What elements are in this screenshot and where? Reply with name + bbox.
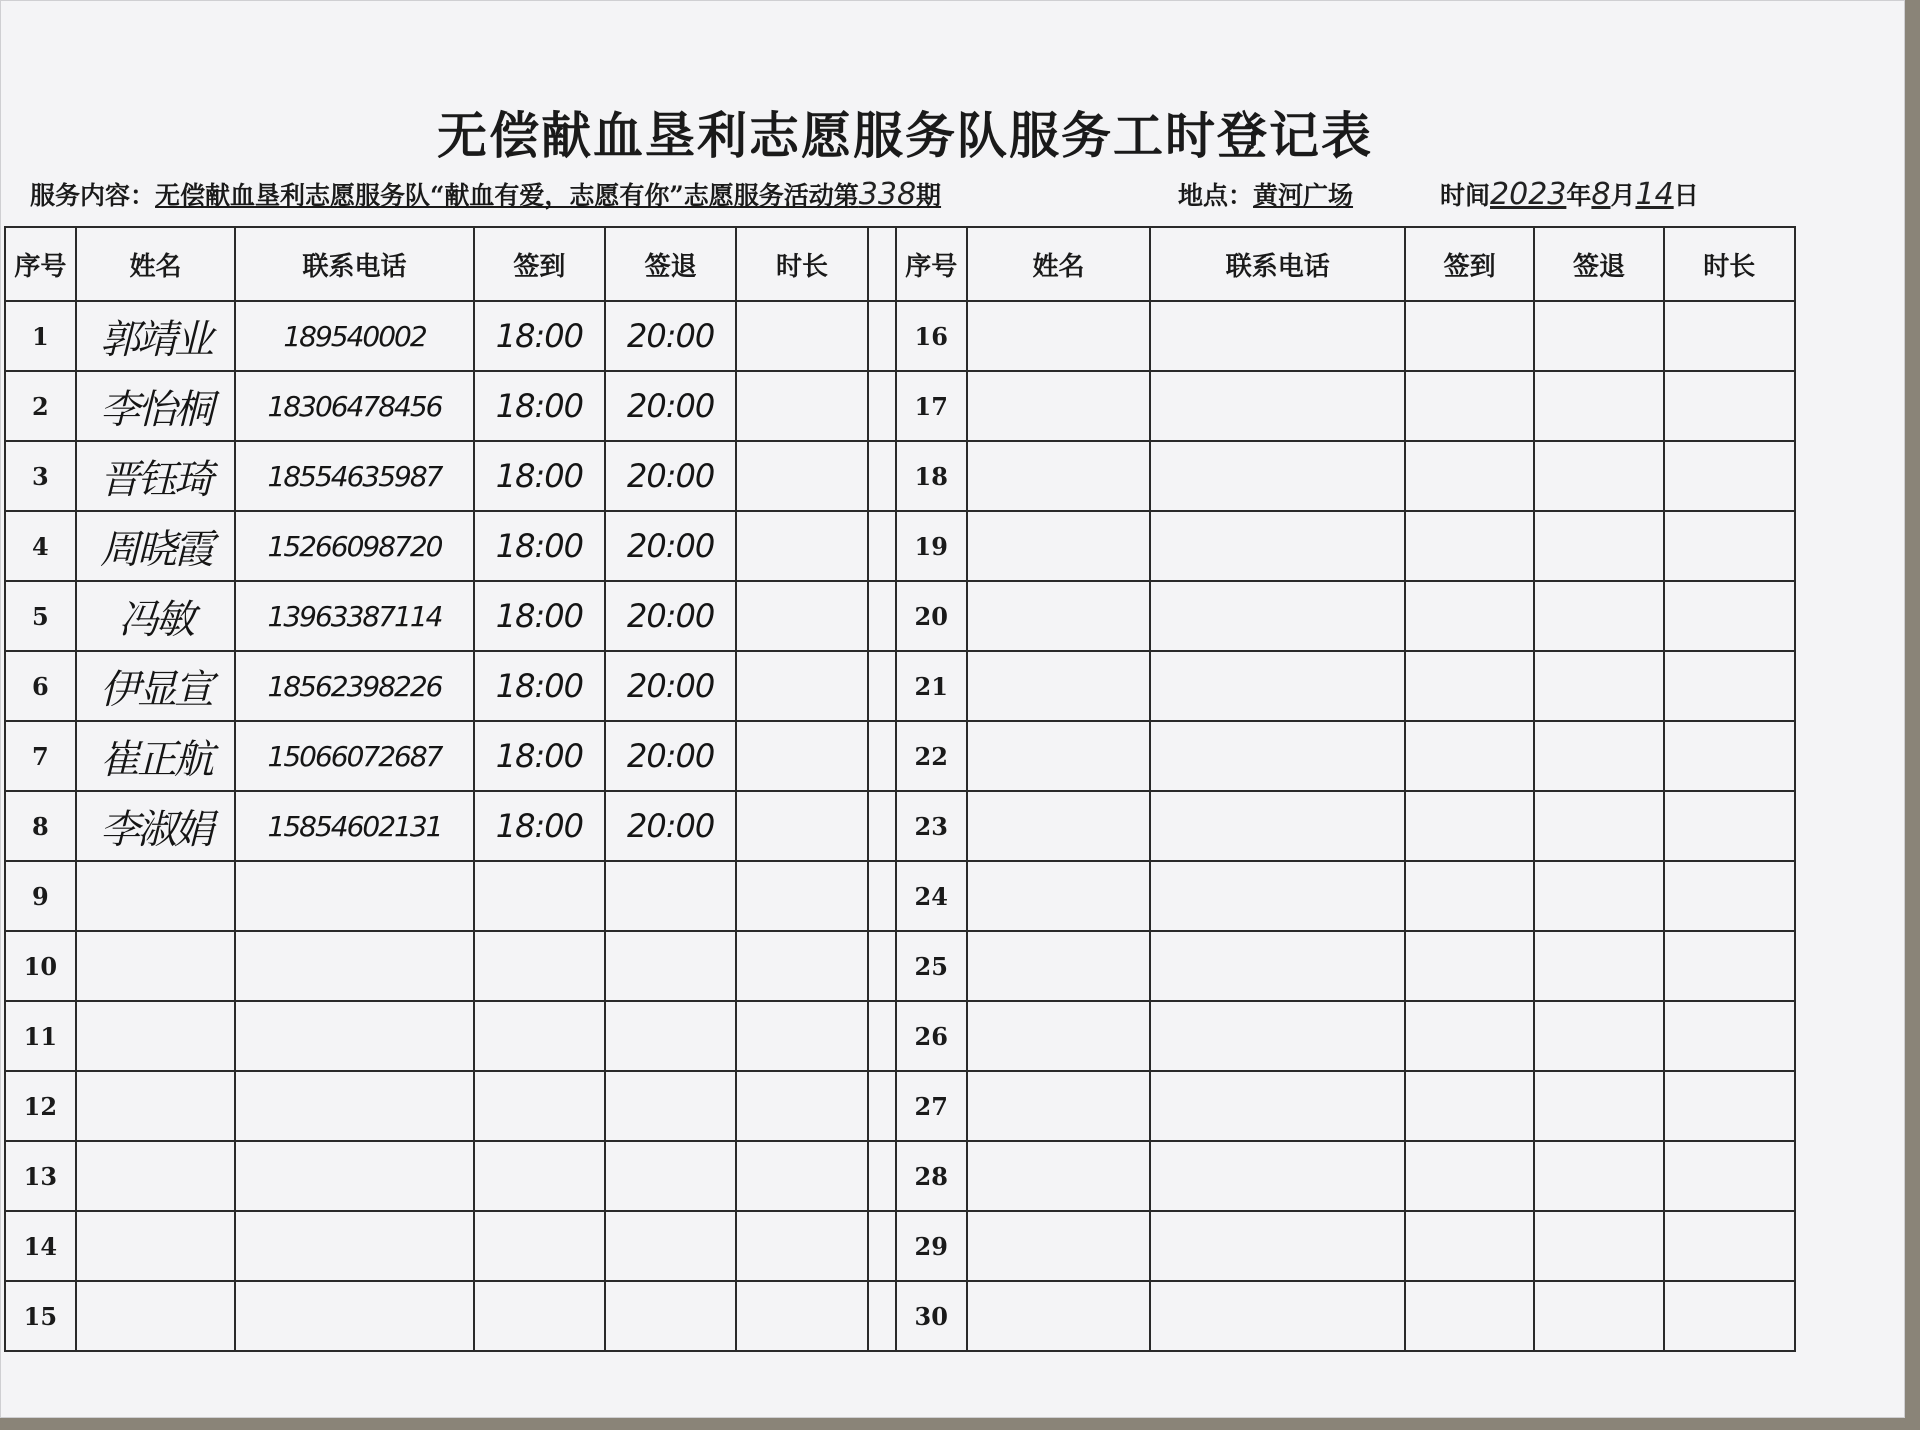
date-day-unit: 日 xyxy=(1673,181,1699,210)
row-check-out: 20:00 xyxy=(605,791,736,861)
row-duration-right xyxy=(1664,581,1795,651)
date-label: 时间 xyxy=(1440,181,1491,210)
row-check-out: 20:00 xyxy=(605,651,736,721)
row-phone: 15066072687 xyxy=(235,721,473,791)
row-check-in-right xyxy=(1405,581,1534,651)
row-name: 晋钰琦 xyxy=(76,441,236,511)
table-row xyxy=(5,1211,1795,1281)
table-row xyxy=(5,861,1795,931)
row-name-right xyxy=(967,791,1151,861)
row-name: 李淑娟 xyxy=(76,791,236,861)
row-phone-right xyxy=(1150,511,1405,581)
service-label: 服务内容： xyxy=(30,181,156,210)
table-row xyxy=(5,1281,1795,1351)
row-duration-right xyxy=(1664,1211,1795,1281)
row-check-in-right xyxy=(1405,511,1534,581)
header-check-out-right: 签退 xyxy=(1534,227,1663,301)
row-check-in: 18:00 xyxy=(474,651,605,721)
row-seq: 4 xyxy=(5,511,76,581)
row-seq-right: 26 xyxy=(896,1001,967,1071)
row-phone xyxy=(235,1141,473,1211)
table-row xyxy=(5,441,1795,511)
row-name-right xyxy=(967,1141,1151,1211)
row-name xyxy=(76,1071,236,1141)
row-phone-right xyxy=(1150,651,1405,721)
row-duration xyxy=(736,651,867,721)
row-check-in: 18:00 xyxy=(474,511,605,581)
row-phone xyxy=(235,1001,473,1071)
column-gap xyxy=(868,931,896,1001)
column-gap xyxy=(868,441,896,511)
row-name xyxy=(76,861,236,931)
row-duration xyxy=(736,791,867,861)
row-check-out xyxy=(605,1141,736,1211)
row-seq-right: 18 xyxy=(896,441,967,511)
column-gap xyxy=(868,1141,896,1211)
row-name-right xyxy=(967,1281,1151,1351)
table-row xyxy=(5,1001,1795,1071)
row-name xyxy=(76,1141,236,1211)
row-check-out: 20:00 xyxy=(605,441,736,511)
row-duration-right xyxy=(1664,441,1795,511)
row-phone xyxy=(235,1211,473,1281)
row-name xyxy=(76,1001,236,1071)
table-row xyxy=(5,791,1795,861)
row-name-right xyxy=(967,441,1151,511)
column-gap xyxy=(868,651,896,721)
row-phone xyxy=(235,1281,473,1351)
row-check-in-right xyxy=(1405,371,1534,441)
row-check-out xyxy=(605,1001,736,1071)
row-check-out-right xyxy=(1534,651,1663,721)
row-seq-right: 23 xyxy=(896,791,967,861)
row-check-in-right xyxy=(1405,1001,1534,1071)
date-day: 14 xyxy=(1635,177,1674,212)
row-duration-right xyxy=(1664,511,1795,581)
row-duration xyxy=(736,511,867,581)
sheet-meta xyxy=(30,176,1790,216)
header-name: 姓名 xyxy=(76,227,236,301)
row-phone-right xyxy=(1150,861,1405,931)
row-name-right xyxy=(967,371,1151,441)
row-name: 崔正航 xyxy=(76,721,236,791)
header-seq: 序号 xyxy=(5,227,76,301)
column-gap xyxy=(868,1281,896,1351)
row-phone-right xyxy=(1150,1071,1405,1141)
row-seq: 11 xyxy=(5,1001,76,1071)
row-check-out xyxy=(605,1211,736,1281)
row-seq-right: 22 xyxy=(896,721,967,791)
row-check-out: 20:00 xyxy=(605,581,736,651)
row-seq: 1 xyxy=(5,301,76,371)
row-check-out-right xyxy=(1534,721,1663,791)
row-name: 李怡桐 xyxy=(76,371,236,441)
row-name-right xyxy=(967,1001,1151,1071)
row-seq: 6 xyxy=(5,651,76,721)
row-check-in: 18:00 xyxy=(474,581,605,651)
row-duration xyxy=(736,581,867,651)
row-duration-right xyxy=(1664,651,1795,721)
page-title: 无偿献血垦利志愿服务队服务工时登记表 xyxy=(437,106,1373,165)
table-row xyxy=(5,1141,1795,1211)
row-name: 周晓霞 xyxy=(76,511,236,581)
row-phone-right xyxy=(1150,301,1405,371)
row-seq-right: 21 xyxy=(896,651,967,721)
row-check-out xyxy=(605,1071,736,1141)
table-row xyxy=(5,371,1795,441)
date-month: 8 xyxy=(1591,177,1611,212)
row-phone-right xyxy=(1150,1001,1405,1071)
row-check-in xyxy=(474,1141,605,1211)
header-check-out: 签退 xyxy=(605,227,736,301)
column-gap xyxy=(868,1211,896,1281)
row-check-out-right xyxy=(1534,791,1663,861)
row-duration-right xyxy=(1664,1141,1795,1211)
issue-number: 338 xyxy=(858,177,917,212)
column-gap xyxy=(868,581,896,651)
column-gap xyxy=(868,721,896,791)
header-name-right: 姓名 xyxy=(967,227,1151,301)
row-check-in-right xyxy=(1405,301,1534,371)
column-gap xyxy=(868,511,896,581)
row-check-out xyxy=(605,1281,736,1351)
row-check-in xyxy=(474,931,605,1001)
row-seq: 12 xyxy=(5,1071,76,1141)
row-name-right xyxy=(967,1071,1151,1141)
row-duration xyxy=(736,1001,867,1071)
row-seq-right: 30 xyxy=(896,1281,967,1351)
row-name xyxy=(76,931,236,1001)
table-row xyxy=(5,721,1795,791)
row-name: 郭靖业 xyxy=(76,301,236,371)
row-check-out-right xyxy=(1534,581,1663,651)
row-check-in xyxy=(474,1211,605,1281)
row-phone: 13963387114 xyxy=(235,581,473,651)
row-check-out-right xyxy=(1534,1141,1663,1211)
row-duration xyxy=(736,721,867,791)
row-duration-right xyxy=(1664,1001,1795,1071)
table-row xyxy=(5,651,1795,721)
row-check-out-right xyxy=(1534,511,1663,581)
column-gap xyxy=(868,1071,896,1141)
row-check-out: 20:00 xyxy=(605,721,736,791)
row-check-in: 18:00 xyxy=(474,441,605,511)
row-phone-right xyxy=(1150,791,1405,861)
row-check-in xyxy=(474,1071,605,1141)
row-duration xyxy=(736,1281,867,1351)
row-check-out-right xyxy=(1534,371,1663,441)
row-phone: 189540002 xyxy=(235,301,473,371)
issue-suffix: 期 xyxy=(916,181,942,210)
row-name xyxy=(76,1211,236,1281)
table-row xyxy=(5,301,1795,371)
row-phone xyxy=(235,1071,473,1141)
row-phone-right xyxy=(1150,931,1405,1001)
date-month-unit: 月 xyxy=(1610,181,1636,210)
row-check-out: 20:00 xyxy=(605,371,736,441)
header-duration-right: 时长 xyxy=(1664,227,1795,301)
row-seq: 2 xyxy=(5,371,76,441)
header-seq-right: 序号 xyxy=(896,227,967,301)
row-duration xyxy=(736,441,867,511)
row-duration xyxy=(736,1211,867,1281)
row-name-right xyxy=(967,721,1151,791)
row-name-right xyxy=(967,581,1151,651)
row-check-out-right xyxy=(1534,441,1663,511)
row-phone xyxy=(235,861,473,931)
row-duration-right xyxy=(1664,931,1795,1001)
row-seq-right: 19 xyxy=(896,511,967,581)
row-check-in-right xyxy=(1405,1211,1534,1281)
row-check-in-right xyxy=(1405,1071,1534,1141)
row-check-in-right xyxy=(1405,441,1534,511)
table-row xyxy=(5,511,1795,581)
row-check-out xyxy=(605,861,736,931)
row-duration xyxy=(736,1141,867,1211)
row-check-in: 18:00 xyxy=(474,791,605,861)
row-phone-right xyxy=(1150,1281,1405,1351)
row-seq: 7 xyxy=(5,721,76,791)
row-seq-right: 16 xyxy=(896,301,967,371)
row-seq-right: 24 xyxy=(896,861,967,931)
row-seq: 3 xyxy=(5,441,76,511)
row-check-in: 18:00 xyxy=(474,371,605,441)
row-check-in-right xyxy=(1405,861,1534,931)
row-check-out-right xyxy=(1534,1281,1663,1351)
header-phone: 联系电话 xyxy=(235,227,473,301)
table-row xyxy=(5,931,1795,1001)
row-seq: 13 xyxy=(5,1141,76,1211)
header-check-in: 签到 xyxy=(474,227,605,301)
row-check-out: 20:00 xyxy=(605,511,736,581)
row-seq: 5 xyxy=(5,581,76,651)
row-name-right xyxy=(967,651,1151,721)
row-seq: 8 xyxy=(5,791,76,861)
row-check-in-right xyxy=(1405,791,1534,861)
column-gap xyxy=(868,301,896,371)
row-check-out-right xyxy=(1534,1071,1663,1141)
table-row xyxy=(5,1071,1795,1141)
service-value xyxy=(155,177,942,212)
row-phone-right xyxy=(1150,581,1405,651)
row-phone: 15266098720 xyxy=(235,511,473,581)
row-duration xyxy=(736,301,867,371)
column-gap xyxy=(868,1001,896,1071)
row-seq-right: 25 xyxy=(896,931,967,1001)
row-duration-right xyxy=(1664,371,1795,441)
row-name-right xyxy=(967,1211,1151,1281)
row-check-in-right xyxy=(1405,1141,1534,1211)
row-phone: 18306478456 xyxy=(235,371,473,441)
row-check-out-right xyxy=(1534,931,1663,1001)
column-gap xyxy=(868,227,896,301)
header-row xyxy=(5,227,1795,301)
row-name-right xyxy=(967,931,1151,1001)
row-duration-right xyxy=(1664,791,1795,861)
row-phone: 15854602131 xyxy=(235,791,473,861)
row-duration-right xyxy=(1664,301,1795,371)
row-name xyxy=(76,1281,236,1351)
row-check-in: 18:00 xyxy=(474,301,605,371)
row-phone-right xyxy=(1150,441,1405,511)
row-check-out-right xyxy=(1534,1211,1663,1281)
row-name: 伊显宣 xyxy=(76,651,236,721)
row-check-in-right xyxy=(1405,931,1534,1001)
place-value: 黄河广场 xyxy=(1253,181,1354,210)
service-content xyxy=(30,176,941,212)
row-check-in xyxy=(474,1001,605,1071)
date-year-unit: 年 xyxy=(1566,181,1592,210)
row-phone-right xyxy=(1150,1141,1405,1211)
column-gap xyxy=(868,791,896,861)
row-seq-right: 29 xyxy=(896,1211,967,1281)
header-duration: 时长 xyxy=(736,227,867,301)
row-check-in: 18:00 xyxy=(474,721,605,791)
row-name: 冯敏 xyxy=(76,581,236,651)
place xyxy=(1178,176,1353,212)
row-check-out xyxy=(605,931,736,1001)
row-name-right xyxy=(967,861,1151,931)
row-duration-right xyxy=(1664,861,1795,931)
row-seq-right: 28 xyxy=(896,1141,967,1211)
row-duration-right xyxy=(1664,721,1795,791)
row-phone-right xyxy=(1150,721,1405,791)
row-duration-right xyxy=(1664,1071,1795,1141)
header-phone-right: 联系电话 xyxy=(1150,227,1405,301)
row-seq: 10 xyxy=(5,931,76,1001)
row-check-out-right xyxy=(1534,1001,1663,1071)
row-name-right xyxy=(967,511,1151,581)
row-duration xyxy=(736,861,867,931)
row-check-in xyxy=(474,1281,605,1351)
row-check-out-right xyxy=(1534,861,1663,931)
row-check-in-right xyxy=(1405,721,1534,791)
row-duration xyxy=(736,1071,867,1141)
row-seq-right: 17 xyxy=(896,371,967,441)
row-phone xyxy=(235,931,473,1001)
table-row xyxy=(5,581,1795,651)
row-seq: 14 xyxy=(5,1211,76,1281)
row-check-in-right xyxy=(1405,1281,1534,1351)
row-duration xyxy=(736,931,867,1001)
header-check-in-right: 签到 xyxy=(1405,227,1534,301)
date xyxy=(1440,176,1699,212)
column-gap xyxy=(868,861,896,931)
row-phone: 18562398226 xyxy=(235,651,473,721)
row-seq: 9 xyxy=(5,861,76,931)
row-duration-right xyxy=(1664,1281,1795,1351)
row-phone: 18554635987 xyxy=(235,441,473,511)
row-check-out-right xyxy=(1534,301,1663,371)
row-duration xyxy=(736,371,867,441)
row-check-out: 20:00 xyxy=(605,301,736,371)
column-gap xyxy=(868,371,896,441)
row-name-right xyxy=(967,301,1151,371)
row-phone-right xyxy=(1150,371,1405,441)
date-year: 2023 xyxy=(1490,177,1567,212)
place-label: 地点： xyxy=(1178,181,1254,210)
service-value-text: 无偿献血垦利志愿服务队“献血有爱，志愿有你”志愿服务活动第 xyxy=(155,181,859,210)
hours-table xyxy=(4,226,1796,1352)
row-phone-right xyxy=(1150,1211,1405,1281)
row-seq: 15 xyxy=(5,1281,76,1351)
row-seq-right: 20 xyxy=(896,581,967,651)
row-check-in xyxy=(474,861,605,931)
row-check-in-right xyxy=(1405,651,1534,721)
row-seq-right: 27 xyxy=(896,1071,967,1141)
